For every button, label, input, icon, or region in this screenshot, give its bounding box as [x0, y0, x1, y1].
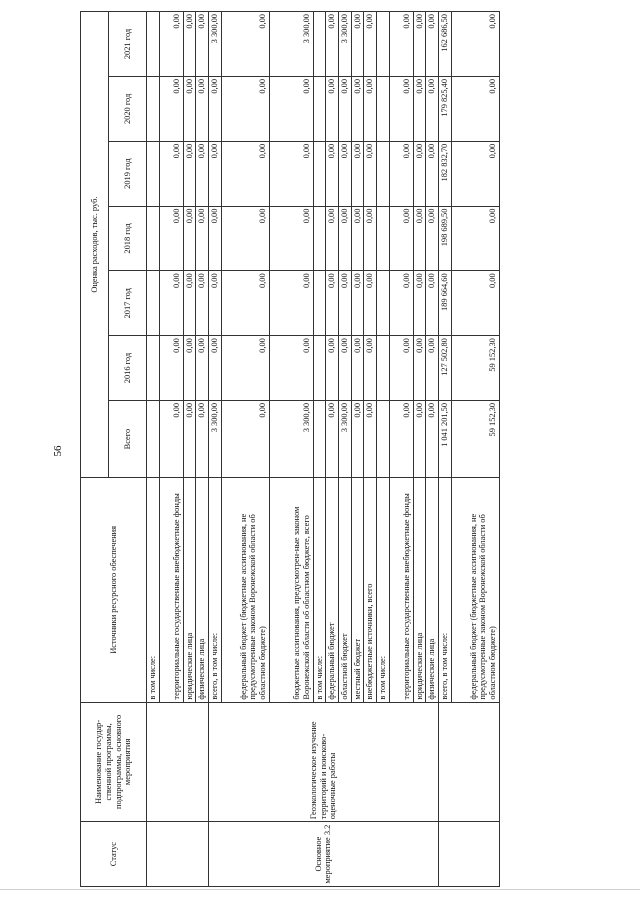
total-value: 0,00 [364, 400, 377, 477]
source-label: местный бюджет [351, 478, 364, 702]
year-value: 0,00 [426, 206, 439, 271]
year-value: 0,00 [221, 271, 269, 336]
year-value: 0,00 [159, 271, 183, 336]
year-value [147, 76, 160, 141]
year-value [147, 12, 160, 77]
total-value: 0,00 [413, 400, 426, 477]
year-value: 0,00 [413, 336, 426, 401]
year-value: 198 689,50 [438, 206, 451, 271]
source-label: всего, в том числе: [438, 478, 451, 702]
source-label: бюджетные ассигнования, предусмотрен-ные законом Воронежской области об областном бюджете, всего [269, 478, 313, 702]
total-value: 0,00 [221, 400, 269, 477]
year-value: 0,00 [413, 141, 426, 206]
total-value: 0,00 [183, 400, 196, 477]
year-value: 0,00 [196, 12, 209, 77]
header-year: 2020 год [109, 76, 147, 141]
year-value: 0,00 [351, 206, 364, 271]
year-value: 0,00 [451, 12, 499, 77]
header-total: Всего [109, 400, 147, 477]
year-value: 59 152,30 [451, 336, 499, 401]
year-value [376, 12, 389, 77]
year-value: 182 832,70 [438, 141, 451, 206]
total-value: 1 041 201,50 [438, 400, 451, 477]
year-value [376, 141, 389, 206]
year-value [376, 206, 389, 271]
year-value: 0,00 [364, 336, 377, 401]
year-value: 0,00 [364, 206, 377, 271]
header-program-name: Наименование государ-ственной программы, подпрограммы, основного мероприятия [81, 702, 147, 822]
year-value: 0,00 [364, 141, 377, 206]
header-year: 2021 год [109, 12, 147, 77]
source-label: федеральный бюджет (бюджетные ассигнования, не предусмотренные законом Воронежской области об областном бюджете) [451, 478, 499, 702]
header-year: 2016 год [109, 336, 147, 401]
year-value: 0,00 [364, 271, 377, 336]
year-value: 0,00 [326, 12, 339, 77]
total-value: 3 300,00 [208, 400, 221, 477]
year-value: 0,00 [451, 76, 499, 141]
year-value [147, 271, 160, 336]
source-label: юридические лица [413, 478, 426, 702]
year-value: 0,00 [326, 336, 339, 401]
rotated-table-container [80, 11, 523, 887]
year-value: 0,00 [196, 76, 209, 141]
year-value: 0,00 [338, 271, 351, 336]
total-value: 3 300,00 [338, 400, 351, 477]
total-value: 0,00 [196, 400, 209, 477]
year-value: 0,00 [426, 12, 439, 77]
year-value: 0,00 [196, 206, 209, 271]
total-value: 0,00 [159, 400, 183, 477]
year-value: 0,00 [326, 76, 339, 141]
year-value: 0,00 [196, 141, 209, 206]
year-value: 127 502,80 [438, 336, 451, 401]
year-value: 0,00 [389, 76, 413, 141]
total-value: 0,00 [351, 400, 364, 477]
year-value: 0,00 [221, 141, 269, 206]
year-value: 189 664,60 [438, 271, 451, 336]
source-label: в том числе: [147, 478, 160, 702]
header-estimate: Оценка расходов, тыс. руб. [81, 12, 109, 478]
table-body [147, 12, 500, 887]
header-status: Статус [81, 822, 147, 887]
year-value: 0,00 [269, 336, 313, 401]
year-value [147, 141, 160, 206]
year-value [376, 76, 389, 141]
year-value: 0,00 [208, 336, 221, 401]
total-value [313, 400, 326, 477]
year-value: 0,00 [269, 141, 313, 206]
year-value: 0,00 [221, 206, 269, 271]
source-label: федеральный бюджет (бюджетные ассигнования, не предусмотренные законом Воронежской области об областном бюджете) [221, 478, 269, 702]
year-value: 0,00 [389, 271, 413, 336]
year-value: 0,00 [389, 206, 413, 271]
year-value: 0,00 [451, 141, 499, 206]
year-value: 0,00 [221, 76, 269, 141]
year-value: 0,00 [221, 12, 269, 77]
table-row [438, 12, 451, 887]
year-value: 0,00 [338, 141, 351, 206]
year-value [313, 271, 326, 336]
total-value: 3 300,00 [269, 400, 313, 477]
year-value: 0,00 [351, 271, 364, 336]
total-value: 0,00 [426, 400, 439, 477]
year-value: 0,00 [426, 141, 439, 206]
year-value: 0,00 [413, 76, 426, 141]
year-value: 0,00 [364, 76, 377, 141]
year-value [313, 141, 326, 206]
year-value: 0,00 [413, 12, 426, 77]
program-name-cell [147, 702, 209, 822]
year-value: 0,00 [221, 336, 269, 401]
year-value: 0,00 [159, 12, 183, 77]
year-value: 0,00 [451, 271, 499, 336]
year-value: 3 300,00 [338, 12, 351, 77]
year-value: 0,00 [159, 76, 183, 141]
year-value: 179 825,40 [438, 76, 451, 141]
year-value: 0,00 [208, 141, 221, 206]
source-label: областной бюджет [338, 478, 351, 702]
year-value: 0,00 [389, 12, 413, 77]
year-value [376, 271, 389, 336]
total-value [376, 400, 389, 477]
total-value: 0,00 [389, 400, 413, 477]
status-cell: Основное мероприятие 3.2 [208, 822, 438, 887]
year-value: 0,00 [426, 271, 439, 336]
year-value [313, 12, 326, 77]
year-value [376, 336, 389, 401]
total-value: 59 152,30 [451, 400, 499, 477]
source-label: территориальные государственные внебюджетные фонды [159, 478, 183, 702]
year-value: 0,00 [338, 206, 351, 271]
status-cell [147, 822, 209, 887]
program-name-cell [438, 702, 499, 822]
year-value: 0,00 [196, 271, 209, 336]
source-label: федеральный бюджет [326, 478, 339, 702]
year-value: 3 300,00 [208, 12, 221, 77]
header-funding-source: Источники ресурсного обеспечения [81, 478, 147, 702]
year-value: 0,00 [208, 76, 221, 141]
year-value: 0,00 [269, 76, 313, 141]
source-label: физические лица [196, 478, 209, 702]
header-year: 2018 год [109, 206, 147, 271]
year-value: 0,00 [183, 206, 196, 271]
expenditure-table [80, 11, 500, 887]
year-value: 0,00 [269, 206, 313, 271]
year-value [313, 76, 326, 141]
year-value: 0,00 [269, 271, 313, 336]
source-label: юридические лица [183, 478, 196, 702]
total-value [147, 400, 160, 477]
year-value: 0,00 [351, 141, 364, 206]
source-label: физические лица [426, 478, 439, 702]
year-value: 0,00 [159, 141, 183, 206]
year-value: 0,00 [351, 336, 364, 401]
header-year: 2019 год [109, 141, 147, 206]
year-value: 0,00 [451, 206, 499, 271]
year-value: 0,00 [351, 76, 364, 141]
year-value: 0,00 [426, 76, 439, 141]
year-value [147, 336, 160, 401]
year-value: 0,00 [426, 336, 439, 401]
header-year: 2017 год [109, 271, 147, 336]
year-value: 0,00 [183, 12, 196, 77]
year-value [147, 206, 160, 271]
year-value [313, 336, 326, 401]
year-value: 0,00 [208, 206, 221, 271]
program-name-cell: Геоэкологическое изучение территорий и поисково-оценочные работы [208, 702, 438, 822]
year-value: 0,00 [389, 141, 413, 206]
year-value: 162 686,50 [438, 12, 451, 77]
year-value: 0,00 [159, 206, 183, 271]
year-value: 0,00 [338, 76, 351, 141]
source-label: в том числе: [376, 478, 389, 702]
total-value: 0,00 [326, 400, 339, 477]
year-value: 0,00 [183, 336, 196, 401]
source-label: всего, в том числе: [208, 478, 221, 702]
year-value [313, 206, 326, 271]
page-bottom-rule [0, 889, 640, 890]
year-value: 3 300,00 [269, 12, 313, 77]
year-value: 0,00 [183, 271, 196, 336]
year-value: 0,00 [389, 336, 413, 401]
year-value: 0,00 [183, 141, 196, 206]
year-value: 0,00 [413, 271, 426, 336]
year-value: 0,00 [326, 206, 339, 271]
year-value: 0,00 [208, 271, 221, 336]
source-label: территориальные государственные внебюджетные фонды [389, 478, 413, 702]
year-value: 0,00 [196, 336, 209, 401]
table-row [147, 12, 160, 887]
year-value: 0,00 [326, 271, 339, 336]
table-row [208, 12, 221, 887]
source-label: в том числе: [313, 478, 326, 702]
year-value: 0,00 [326, 141, 339, 206]
year-value: 0,00 [413, 206, 426, 271]
year-value: 0,00 [338, 336, 351, 401]
year-value: 0,00 [364, 12, 377, 77]
year-value: 0,00 [183, 76, 196, 141]
year-value: 0,00 [351, 12, 364, 77]
status-cell [438, 822, 499, 887]
year-value: 0,00 [159, 336, 183, 401]
source-label: внебюджетные источники, всего [364, 478, 377, 702]
